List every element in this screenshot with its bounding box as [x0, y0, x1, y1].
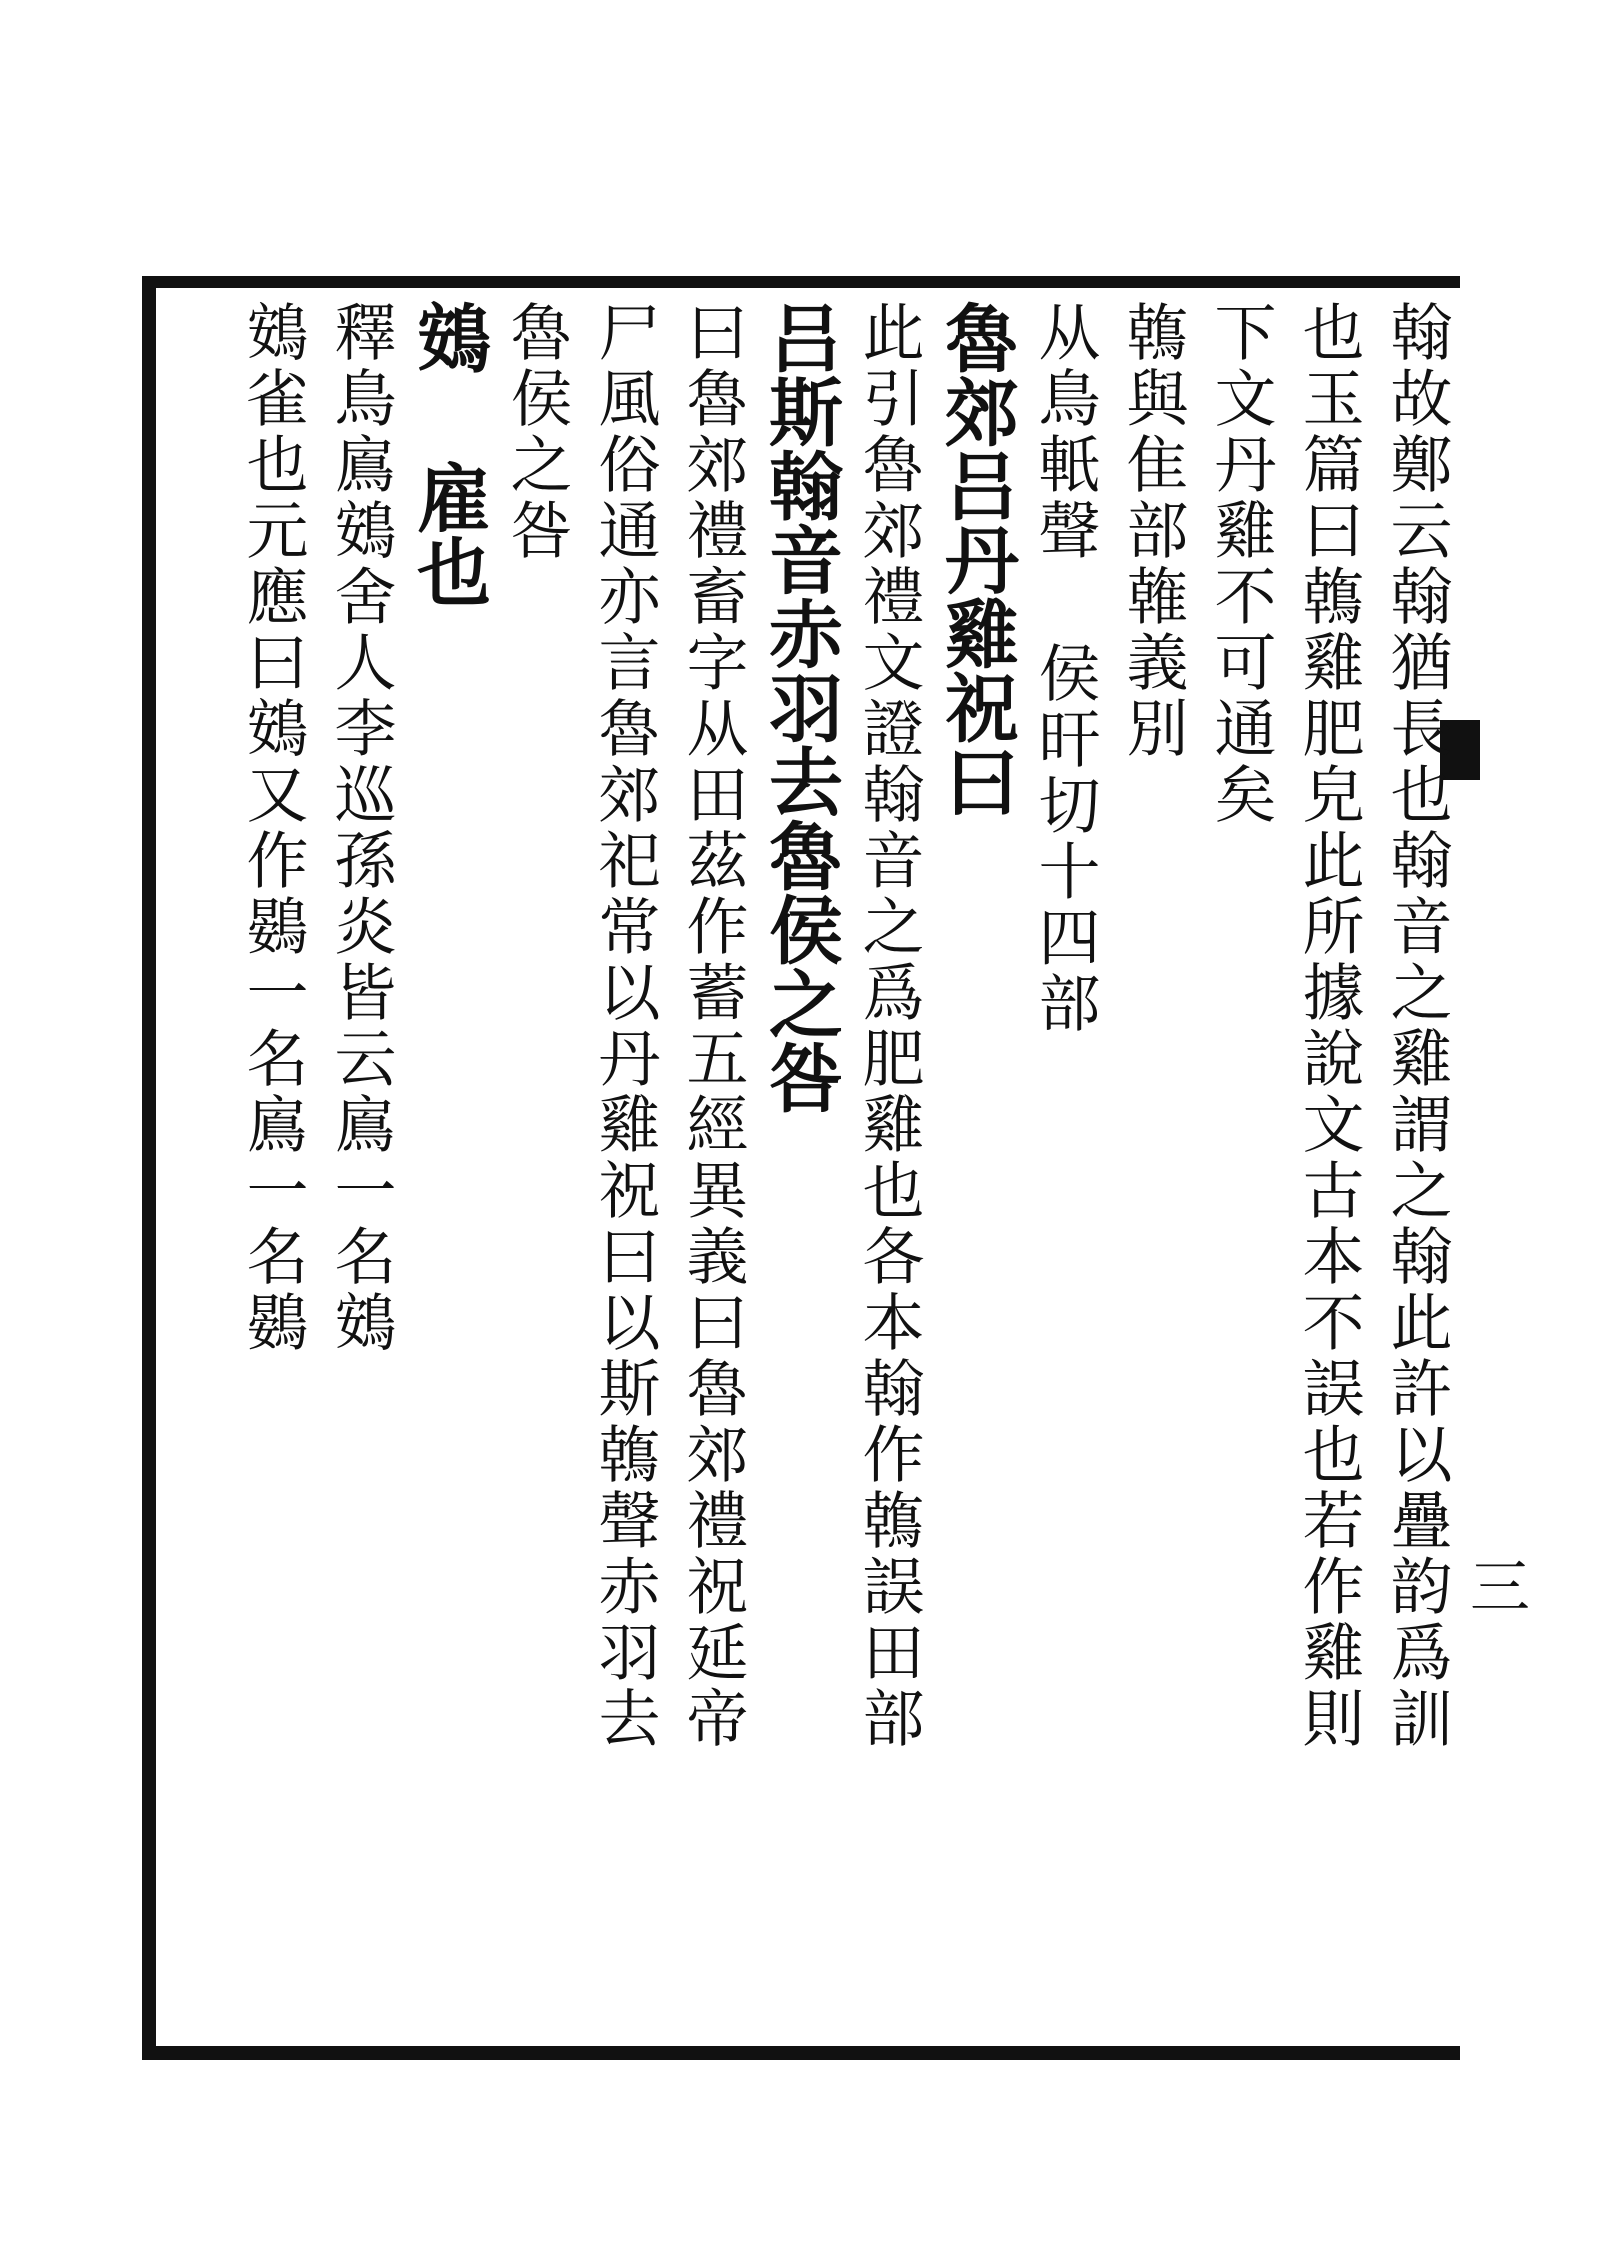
text-column: 鶾與隹部雗義別	[1116, 300, 1189, 762]
text-column: 吕斯翰音赤羽去魯侯之咎	[757, 300, 843, 1114]
text-column: 尸風俗通亦言魯郊祀常以丹雞祝曰以斯鶾聲赤羽去	[588, 300, 661, 1752]
text-column: 釋鳥鳸鴳舍人李巡孫炎皆云鳸一名鴳	[324, 300, 397, 1356]
text-column: 此引魯郊禮文證翰音之爲肥雞也各本翰作鶾誤田部	[852, 300, 925, 1752]
frame-left-border	[142, 276, 156, 2060]
text-area	[180, 300, 1460, 2035]
text-column: 也玉篇曰鶾雞肥皃此所據說文古本不誤也若作雞則	[1292, 300, 1365, 1752]
text-column: 翰故鄭云翰猶長也翰音之雞謂之翰此許以疊韵爲訓	[1380, 300, 1453, 1752]
text-column: 下文丹雞不可通矣	[1204, 300, 1277, 828]
text-column: 魯郊吕丹雞祝曰	[933, 300, 1019, 818]
text-column: 曰魯郊禮畜字从田茲作蓄五經異義曰魯郊禮祝延帝	[676, 300, 749, 1752]
text-column: 从鳥軝聲 侯旰切十四部	[1028, 300, 1101, 1037]
text-column: 魯侯之咎	[500, 300, 573, 564]
text-column: 鴳 雇也	[405, 300, 491, 608]
frame-top-border	[142, 276, 1460, 288]
text-column: 鴳雀也元應曰鴳又作鷃一名鳸一名鷃	[236, 300, 309, 1356]
folio-number: 三	[1460, 1555, 1530, 1615]
frame-bottom-border	[142, 2046, 1460, 2060]
